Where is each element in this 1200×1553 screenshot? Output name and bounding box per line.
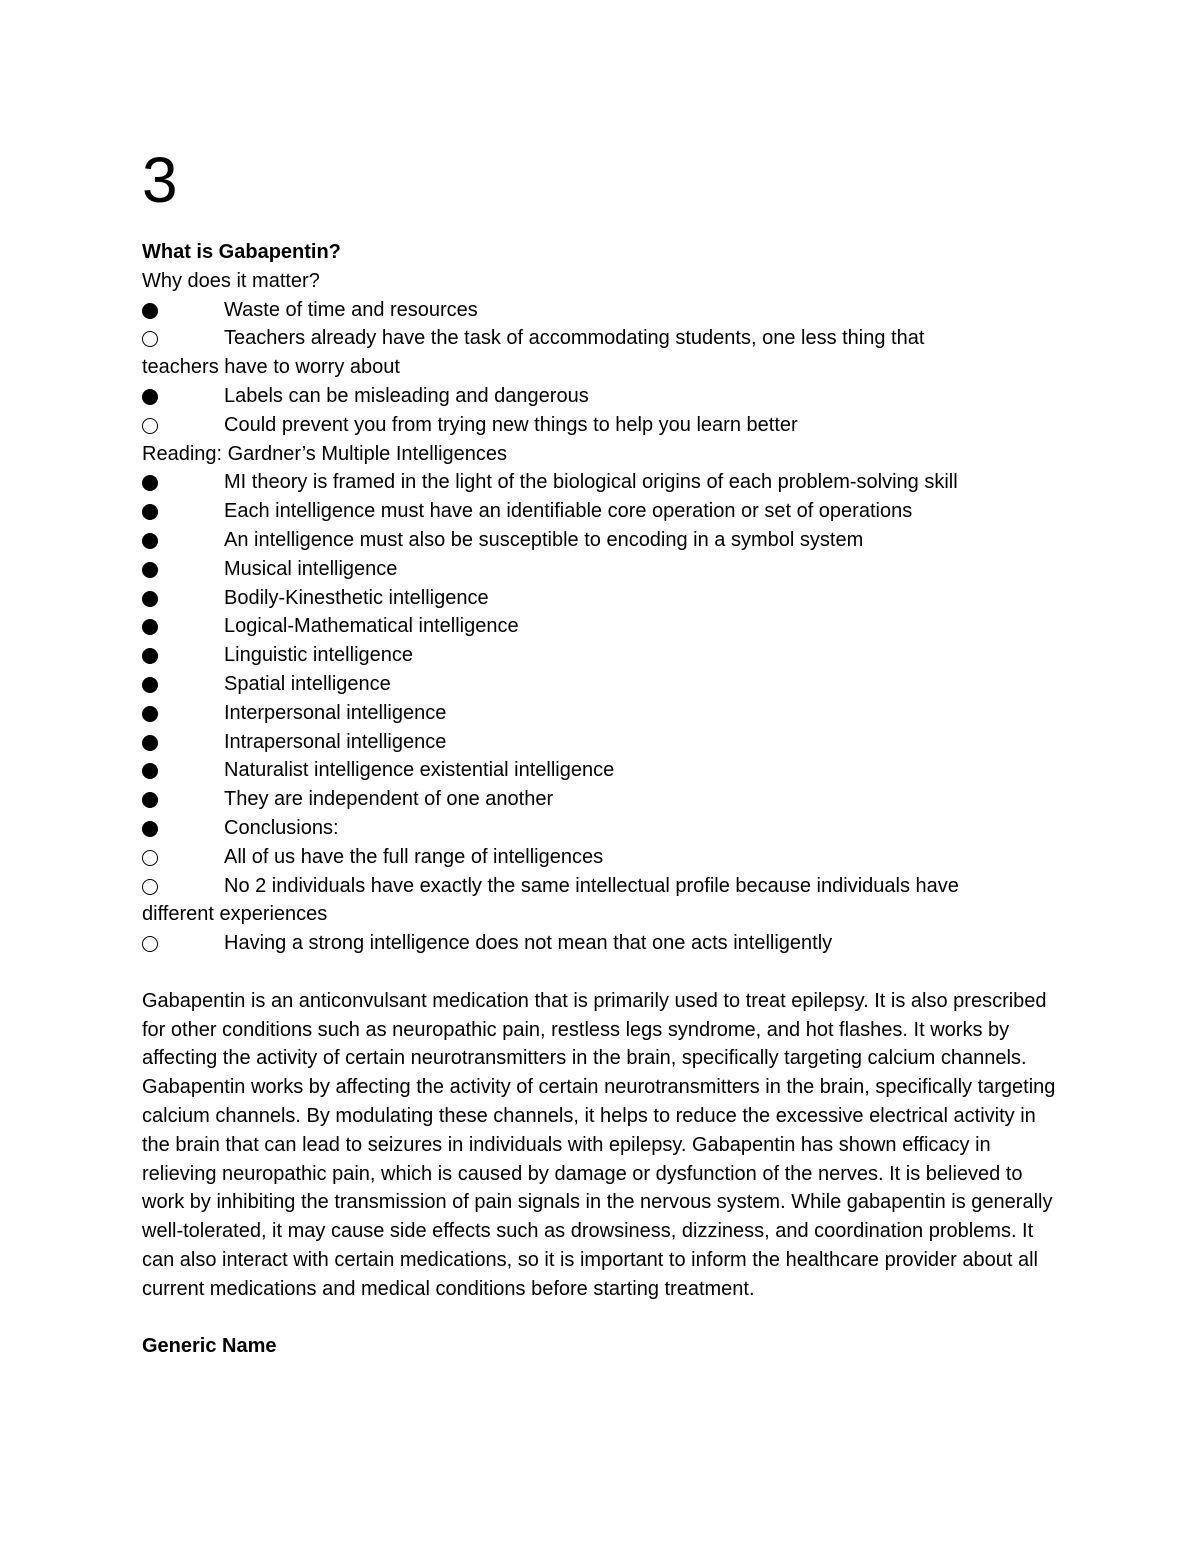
hollow-bullet-icon (142, 936, 158, 952)
filled-bullet-icon (142, 533, 158, 549)
filled-bullet-icon (142, 504, 158, 520)
filled-bullet-icon (142, 792, 158, 808)
list-item-text: Spatial intelligence (224, 672, 391, 695)
filled-bullet-icon (142, 475, 158, 491)
list-item (142, 756, 1062, 785)
list-item (142, 555, 1062, 584)
list-item-text: Bodily-Kinesthetic intelligence (224, 586, 489, 609)
list-item-text: Interpersonal intelligence (224, 701, 447, 724)
bullet-list-multiple-intelligences (142, 468, 1062, 958)
page-number: 3 (142, 144, 178, 216)
list-item (142, 872, 972, 930)
reading-heading: Reading: Gardner’s Multiple Intelligences (142, 442, 508, 465)
document-subtitle: Why does it matter? (142, 269, 320, 292)
hollow-bullet-icon (142, 331, 158, 347)
list-item (142, 526, 1062, 555)
list-item (142, 641, 1062, 670)
filled-bullet-icon (142, 821, 158, 837)
list-item-text: Labels can be misleading and dangerous (224, 384, 589, 407)
list-item (142, 699, 1062, 728)
list-item (142, 411, 1062, 440)
document-page (142, 140, 1062, 1361)
filled-bullet-icon (142, 706, 158, 722)
list-item (142, 612, 1062, 641)
filled-bullet-icon (142, 303, 158, 319)
bullet-list-why-it-matters (142, 296, 1062, 440)
list-item-text: Linguistic intelligence (224, 644, 414, 667)
list-item (142, 584, 1062, 613)
list-item (142, 296, 1062, 325)
list-item (142, 728, 1062, 757)
list-item-text: They are independent of one another (224, 788, 554, 811)
filled-bullet-icon (142, 677, 158, 693)
list-item-text: MI theory is framed in the light of the biological origins of each problem-solving skill (224, 471, 958, 494)
hollow-bullet-icon (142, 850, 158, 866)
list-item-text: Musical intelligence (224, 557, 398, 580)
list-item (142, 814, 1062, 843)
list-item (142, 497, 1062, 526)
filled-bullet-icon (142, 763, 158, 779)
list-item-text: Having a strong intelligence does not mean that one acts intelligently (224, 932, 833, 955)
list-item-text: Each intelligence must have an identifiable core operation or set of operations (224, 500, 913, 523)
list-item-text: Could prevent you from trying new things to help you learn better (224, 413, 798, 436)
list-item (142, 929, 1062, 958)
filled-bullet-icon (142, 562, 158, 578)
list-item-text: Waste of time and resources (224, 298, 478, 321)
list-item-text: Teachers already have the task of accommodating students, one less thing that teachers have to worry about (142, 327, 925, 379)
list-item (142, 843, 1062, 872)
filled-bullet-icon (142, 389, 158, 405)
hollow-bullet-icon (142, 418, 158, 434)
list-item (142, 468, 1062, 497)
list-item-text: An intelligence must also be susceptible to encoding in a symbol system (224, 528, 864, 551)
list-item (142, 382, 1062, 411)
document-title: What is Gabapentin? (142, 241, 341, 263)
gabapentin-paragraph: Gabapentin is an anticonvulsant medication that is primarily used to treat epilepsy. It is also prescribed for other conditions such as neuropathic pain, restless legs syndrome, and hot flashes. It works by affecting the activity of certain neurotransmitters in the brain, specifically targeting calcium channels. Gabapentin works by affecting the activity of certain neurotransmitters in the brain, specifically targeting calcium channels. By modulating these channels, it helps to reduce the excessive electrical activity in the brain that can lead to seizures in individuals with epilepsy. Gabapentin has shown efficacy in relieving neuropathic pain, which is caused by damage or dysfunction of the nerves. It is believed to work by inhibiting the transmission of pain signals in the nervous system. While gabapentin is generally well-tolerated, it may cause side effects such as drowsiness, dizziness, and coordination problems. It can also interact with certain medications, so it is important to inform the healthcare provider about all current medications and medical conditions before starting treatment. (142, 989, 1056, 1300)
list-item-text: All of us have the full range of intelligences (224, 845, 604, 868)
list-item-text: Naturalist intelligence existential intelligence (224, 759, 615, 782)
filled-bullet-icon (142, 591, 158, 607)
filled-bullet-icon (142, 735, 158, 751)
hollow-bullet-icon (142, 879, 158, 895)
list-item (142, 785, 1062, 814)
list-item-text: Intrapersonal intelligence (224, 730, 447, 753)
list-item (142, 324, 982, 382)
list-item (142, 670, 1062, 699)
generic-name-heading: Generic Name (142, 1335, 277, 1358)
filled-bullet-icon (142, 648, 158, 664)
list-item-text: Conclusions: (224, 816, 339, 839)
list-item-text: Logical-Mathematical intelligence (224, 615, 519, 638)
list-item-text: No 2 individuals have exactly the same intellectual profile because individuals have different experiences (142, 874, 959, 926)
filled-bullet-icon (142, 619, 158, 635)
